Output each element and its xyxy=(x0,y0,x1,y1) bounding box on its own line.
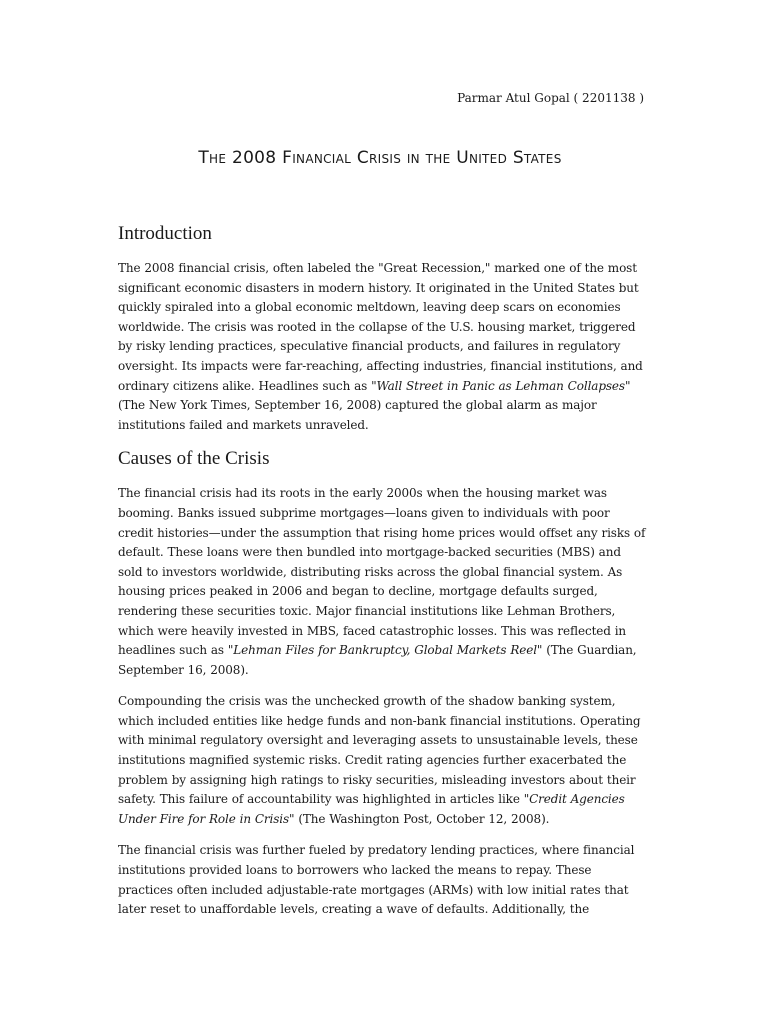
author-line: Parmar Atul Gopal ( 2201138 ) xyxy=(457,91,644,105)
section-heading-introduction: Introduction xyxy=(118,223,212,244)
document-body xyxy=(118,222,646,920)
paragraph-text: The 2008 financial crisis, often labeled the "Great Recession," marked one of the most significant economic disasters in modern history. It originated in the United States but quickly spiraled into a global economic meltdown, leaving deep scars on economies worldwide. The crisis was rooted in the collapse of the U.S. housing market, triggered by risky lending practices, speculative financial products, and failures in regulatory oversight. Its impacts were far-reaching, affecting industries, financial institutions, and ordinary citizens alike. Headlines such as xyxy=(118,261,643,393)
document-title: The 2008 Financial Crisis in the United States xyxy=(198,148,562,168)
headline-quote: "Lehman Files for Bankruptcy, Global Markets Reel" xyxy=(227,643,543,658)
paragraph-text: (The Guardian, September 16, 2008). xyxy=(118,643,637,677)
paragraph-text: The financial crisis had its roots in the early 2000s when the housing market was booming. Banks issued subprime mortgages—loans given to individuals with poor credit histories—under the assumption that rising home prices would offset any risks of default. These loans were then bundled into mortgage-backed securities (MBS) and sold to investors worldwide, distributing risks across the global financial system. As housing prices peaked in 2006 and began to decline, mortgage defaults surged, rendering these securities toxic. Major financial institutions like Lehman Brothers, which were heavily invested in MBS, faced catastrophic losses. This was reflected in headlines such as xyxy=(118,486,646,658)
section-heading-causes: Causes of the Crisis xyxy=(118,448,270,470)
causes-paragraph-2 xyxy=(118,692,646,829)
introduction-paragraph xyxy=(118,259,646,435)
headline-quote: "Wall Street in Panic as Lehman Collapses" xyxy=(371,378,631,393)
paragraph-text: (The Washington Post, October 12, 2008). xyxy=(294,811,550,826)
headline-quote: "Credit Agencies Under Fire for Role in Crisis" xyxy=(118,792,625,826)
paragraph-text: (The New York Times, September 16, 2008) captured the global alarm as major institutions failed and markets unraveled. xyxy=(118,398,597,432)
causes-paragraph-1 xyxy=(118,484,646,680)
paragraph-text: Compounding the crisis was the unchecked growth of the shadow banking system, which included entities like hedge funds and non-bank financial institutions. Operating with minimal regulatory oversight and leveraging assets to unsustainable levels, these institutions magnified systemic risks. Credit rating agencies further exacerbated the problem by assigning high ratings to risky securities, misleading investors about their safety. This failure of accountability was highlighted in articles like xyxy=(118,694,641,807)
causes-paragraph-3: The financial crisis was further fueled by predatory lending practices, where financial institutions provided loans to borrowers who lacked the means to repay. These practices often included adjustable-rate mortgages (ARMs) with low initial rates that later reset to unaffordable levels, creating a wave of defaults. Additionally, the xyxy=(118,843,635,917)
